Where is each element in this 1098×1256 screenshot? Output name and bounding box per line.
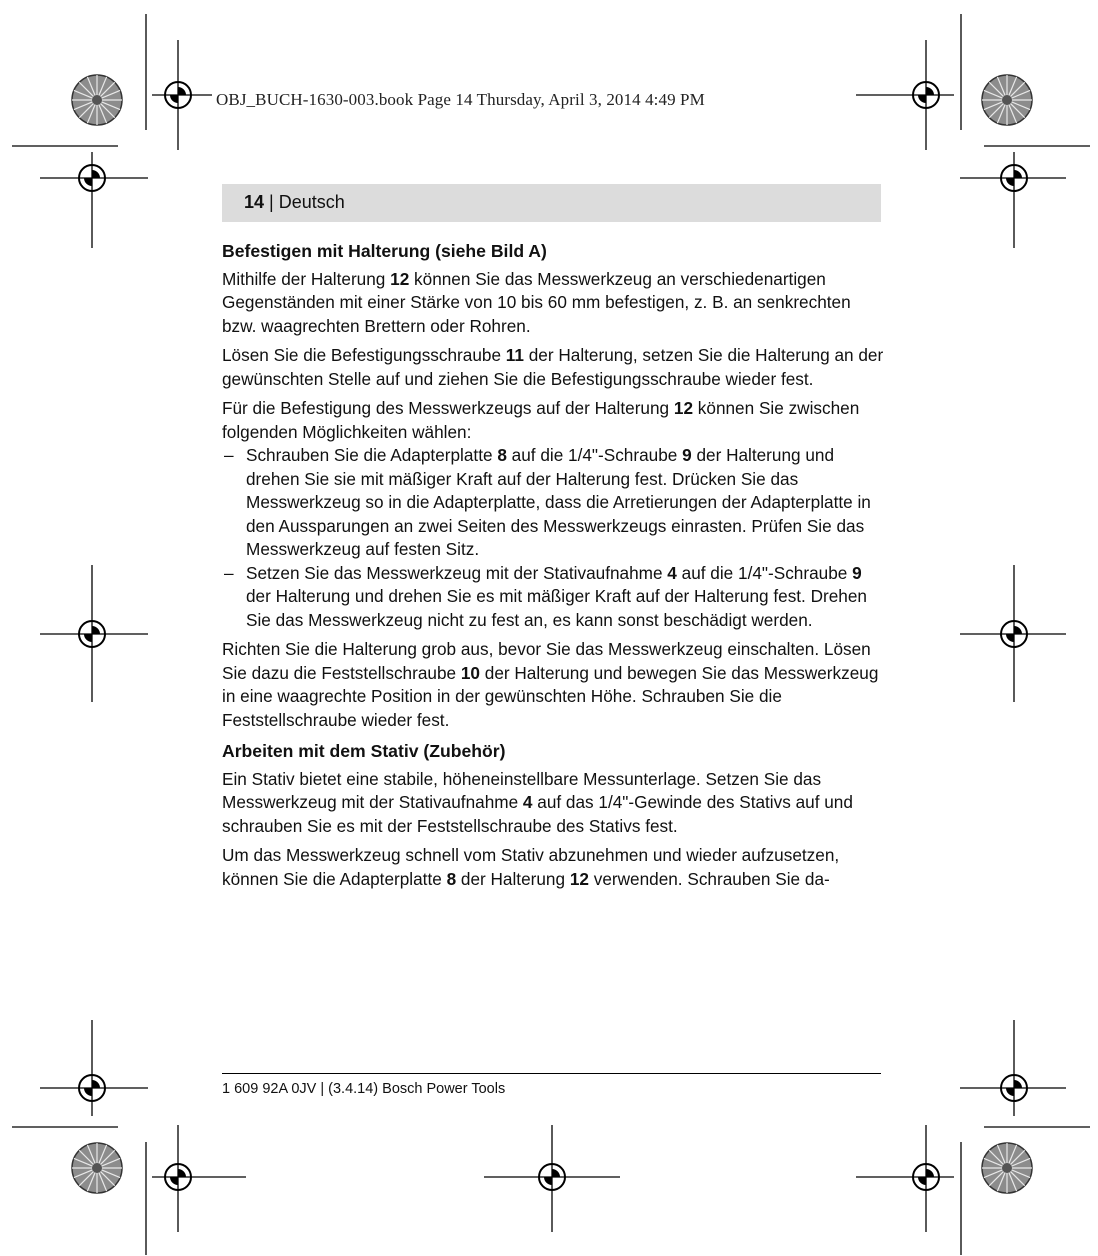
header-separator: | [264,192,279,212]
page-header [244,192,345,213]
list-item: – Schrauben Sie die Adapterplatte 8 auf die 1/4"-Schraube 9 der Halterung und drehen Sie sie mit mäßiger Kraft auf der Halterung fest. Drücken Sie das Messwerkzeug so in die Adapterplatte, dass die Arretierungen der Adapterplatte in den Aussparungen an zwei Seiten des Messwerkzeugs einrasten. Prüfen Sie das Messwerkzeug auf festen Sitz. [224,445,871,559]
paragraph: Mithilfe der Halterung 12 können Sie das Messwerkzeug an verschiedenartigen Gegenständen mit einer Stärke von 10 bis 60 mm befestigen, z. B. an senkrechten bzw. waagrechten Brettern oder Rohren. [222,268,851,336]
paragraph: Für die Befestigung des Messwerkzeugs auf der Halterung 12 können Sie zwischen folgenden Möglichkeiten wählen: [222,398,860,442]
footer-rule [222,1073,881,1074]
page-footer: 1 609 92A 0JV | (3.4.14) Bosch Power Tools [222,1081,506,1097]
paragraph: Ein Stativ bietet eine stabile, höheneinstellbare Messunterlage. Setzen Sie das Messwerkzeug mit der Stativaufnahme 4 auf das 1/4"-Gewinde des Stativs auf und schrauben Sie es mit der Feststellschraube des Stativs fest. [222,768,853,836]
options-list [222,444,886,632]
section-heading: Befestigen mit Halterung (siehe Bild A) [222,241,547,261]
paragraph: Lösen Sie die Befestigungsschraube 11 der Halterung, setzen Sie die Halterung an der gewünschten Stelle auf und ziehen Sie die Befestigungsschraube wieder fest. [222,345,884,389]
print-slug-line: OBJ_BUCH-1630-003.book Page 14 Thursday, April 3, 2014 4:49 PM [216,90,705,109]
paragraph: Richten Sie die Halterung grob aus, bevor Sie das Messwerkzeug einschalten. Lösen Sie dazu die Feststellschraube 10 der Halterung und bewegen Sie das Messwerkzeug in eine waagrechte Position in der gewünschten Höhe. Schrauben Sie die Feststellschraube wieder fest. [222,639,879,730]
list-item: – Setzen Sie das Messwerkzeug mit der Stativaufnahme 4 auf die 1/4"-Schraube 9 der Halterung und drehen Sie es mit mäßiger Kraft auf der Halterung fest. Drehen Sie das Messwerkzeug nicht zu fest an, es kann sonst beschädigt werden. [224,562,867,630]
paragraph: Um das Messwerkzeug schnell vom Stativ abzunehmen und wieder aufzusetzen, können Sie die Adapterplatte 8 der Halterung 12 verwenden. Schrauben Sie da- [222,845,840,889]
header-section: Deutsch [278,192,345,212]
main-content [222,240,886,897]
page-number: 14 [244,192,265,212]
section-heading: Arbeiten mit dem Stativ (Zubehör) [222,741,506,761]
page-header-bar [222,184,881,222]
